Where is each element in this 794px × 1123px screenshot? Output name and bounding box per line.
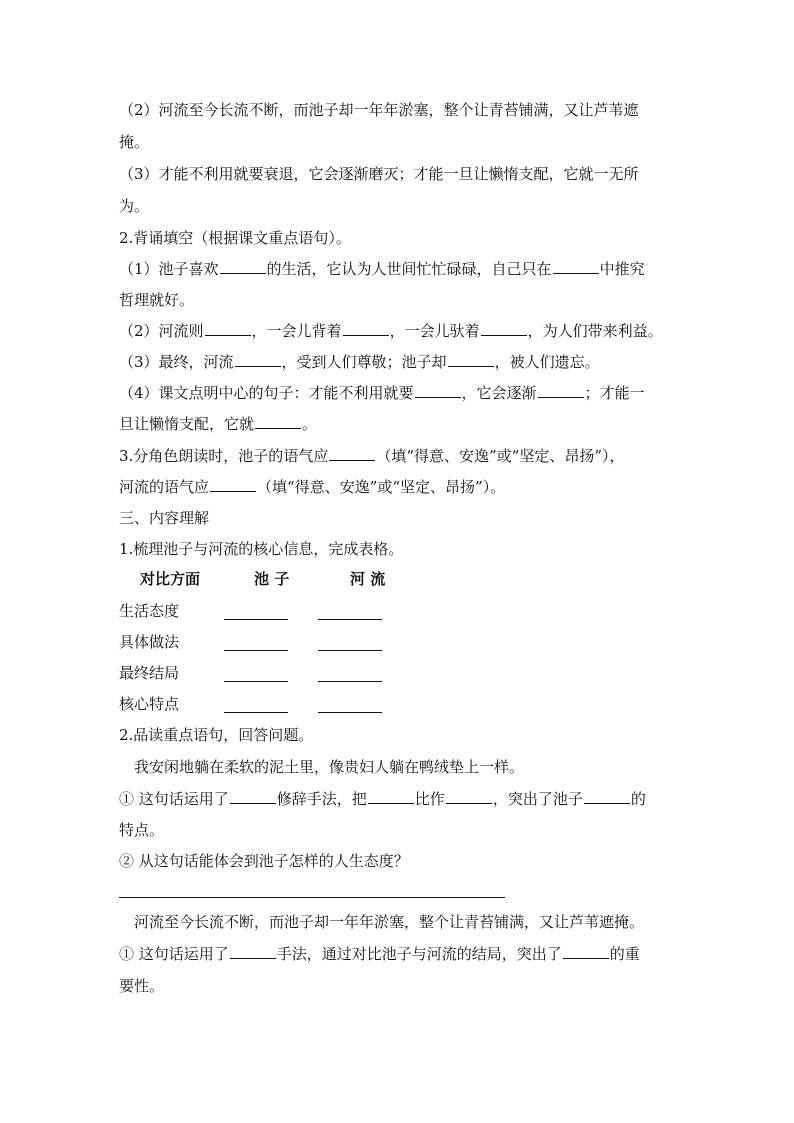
text-segment: （填“得意、安逸”或“坚定、昂扬”）。 <box>257 478 506 496</box>
text-segment: 旦让懒惰支配，它就 <box>119 415 255 433</box>
text-segment: 的重 <box>609 945 640 963</box>
fill-in-line <box>119 413 684 435</box>
answer-blank[interactable] <box>553 259 599 274</box>
section-heading: 三、内容理解 <box>119 509 210 527</box>
answer-blank[interactable] <box>224 619 288 620</box>
question-heading: 1.梳理池子与河流的核心信息，完成表格。 <box>119 540 404 558</box>
text-segment: ，被人们遗忘。 <box>494 353 600 371</box>
text-segment: 中推究 <box>599 260 645 278</box>
question-text: ② 从这句话能体会到池子怎样的人生态度？ <box>119 852 409 870</box>
text-segment: （3）最终，河流 <box>119 353 234 371</box>
quoted-sentence: 我安闲地躺在柔软的泥土里，像贵妇人躺在鸭绒垫上一样。 <box>119 758 525 776</box>
text-segment: ；才能一 <box>584 384 645 402</box>
text-segment: 。 <box>302 415 318 433</box>
answer-blank[interactable] <box>224 650 288 651</box>
answer-blank[interactable] <box>255 414 301 429</box>
question-heading: 2.背诵填空（根据课文重点语句）。 <box>119 229 351 247</box>
text-line: 掩。 <box>119 133 150 151</box>
answer-blank[interactable] <box>220 259 266 274</box>
answer-blank[interactable] <box>368 789 414 804</box>
fill-in-line <box>119 445 684 467</box>
answer-blank[interactable] <box>584 789 630 804</box>
text-segment: （2）河流则 <box>119 322 204 340</box>
text-segment: ，一会儿驮着 <box>389 322 480 340</box>
answer-blank[interactable] <box>415 383 461 398</box>
answer-blank[interactable] <box>318 619 382 620</box>
quoted-sentence: 河流至今长流不断，而池子却一年年淤塞，整个让青苔铺满，又让芦苇遮掩。 <box>119 913 645 931</box>
answer-blank[interactable] <box>318 712 382 713</box>
answer-blank[interactable] <box>538 383 584 398</box>
answer-blank[interactable] <box>318 681 382 682</box>
fill-in-line <box>119 476 684 498</box>
fill-in-line <box>119 320 684 342</box>
text-segment: ，一会儿背着 <box>251 322 342 340</box>
answer-blank[interactable] <box>329 446 375 461</box>
text-segment: ，受到人们尊敬；池子却 <box>281 353 447 371</box>
text-line: 特点。 <box>119 821 165 839</box>
table-header: 对比方面 <box>140 570 201 588</box>
text-segment: （填“得意、安逸”或“坚定、昂扬”）， <box>376 447 625 465</box>
table-row-label: 核心特点 <box>119 695 180 713</box>
answer-line[interactable] <box>119 897 505 898</box>
fill-in-line <box>119 351 684 373</box>
table-row-label: 生活态度 <box>119 602 180 620</box>
answer-blank[interactable] <box>235 352 281 367</box>
answer-blank[interactable] <box>318 650 382 651</box>
text-segment: （1）池子喜欢 <box>119 260 219 278</box>
fill-in-line <box>119 943 684 965</box>
text-segment: （4）课文点明中心的句子：才能不利用就要 <box>119 384 414 402</box>
text-segment: 河流的语气应 <box>119 478 210 496</box>
text-segment: ① 这句话运用了 <box>119 790 229 808</box>
text-segment: ① 这句话运用了 <box>119 945 229 963</box>
fill-in-line <box>119 258 684 280</box>
table-row-label: 具体做法 <box>119 633 180 651</box>
fill-in-line <box>119 788 684 810</box>
text-segment: ，它会逐渐 <box>461 384 537 402</box>
text-segment: 手法，通过对比池子与河流的结局，突出了 <box>276 945 562 963</box>
table-header: 河 流 <box>350 570 386 588</box>
table-row-label: 最终结局 <box>119 664 180 682</box>
fill-in-line <box>119 382 684 404</box>
text-line: （2）河流至今长流不断，而池子却一年年淤塞，整个让青苔铺满，又让芦苇遮 <box>119 101 639 119</box>
text-segment: 修辞手法，把 <box>276 790 367 808</box>
answer-blank[interactable] <box>448 352 494 367</box>
answer-blank[interactable] <box>230 789 276 804</box>
answer-blank[interactable] <box>224 712 288 713</box>
answer-blank[interactable] <box>230 944 276 959</box>
text-segment: 3.分角色朗读时，池子的语气应 <box>119 447 329 465</box>
text-segment: ，突出了池子 <box>492 790 583 808</box>
answer-blank[interactable] <box>205 321 251 336</box>
answer-blank[interactable] <box>481 321 527 336</box>
answer-blank[interactable] <box>446 789 492 804</box>
text-line: 哲理就好。 <box>119 291 195 309</box>
text-segment: ，为人们带来利益。 <box>527 322 663 340</box>
text-line: （3）才能不利用就要衰退，它会逐渐磨灭；才能一旦让懒惰支配，它就一无所 <box>119 165 639 183</box>
answer-blank[interactable] <box>224 681 288 682</box>
text-segment: 的生活，它认为人世间忙忙碌碌，自己只在 <box>266 260 552 278</box>
text-line: 为。 <box>119 197 150 215</box>
answer-blank[interactable] <box>343 321 389 336</box>
answer-blank[interactable] <box>210 477 256 492</box>
table-header: 池 子 <box>254 570 290 588</box>
text-segment: 比作 <box>414 790 445 808</box>
text-line: 要性。 <box>119 977 165 995</box>
answer-blank[interactable] <box>563 944 609 959</box>
text-segment: 的 <box>630 790 646 808</box>
question-heading: 2.品读重点语句，回答问题。 <box>119 726 314 744</box>
